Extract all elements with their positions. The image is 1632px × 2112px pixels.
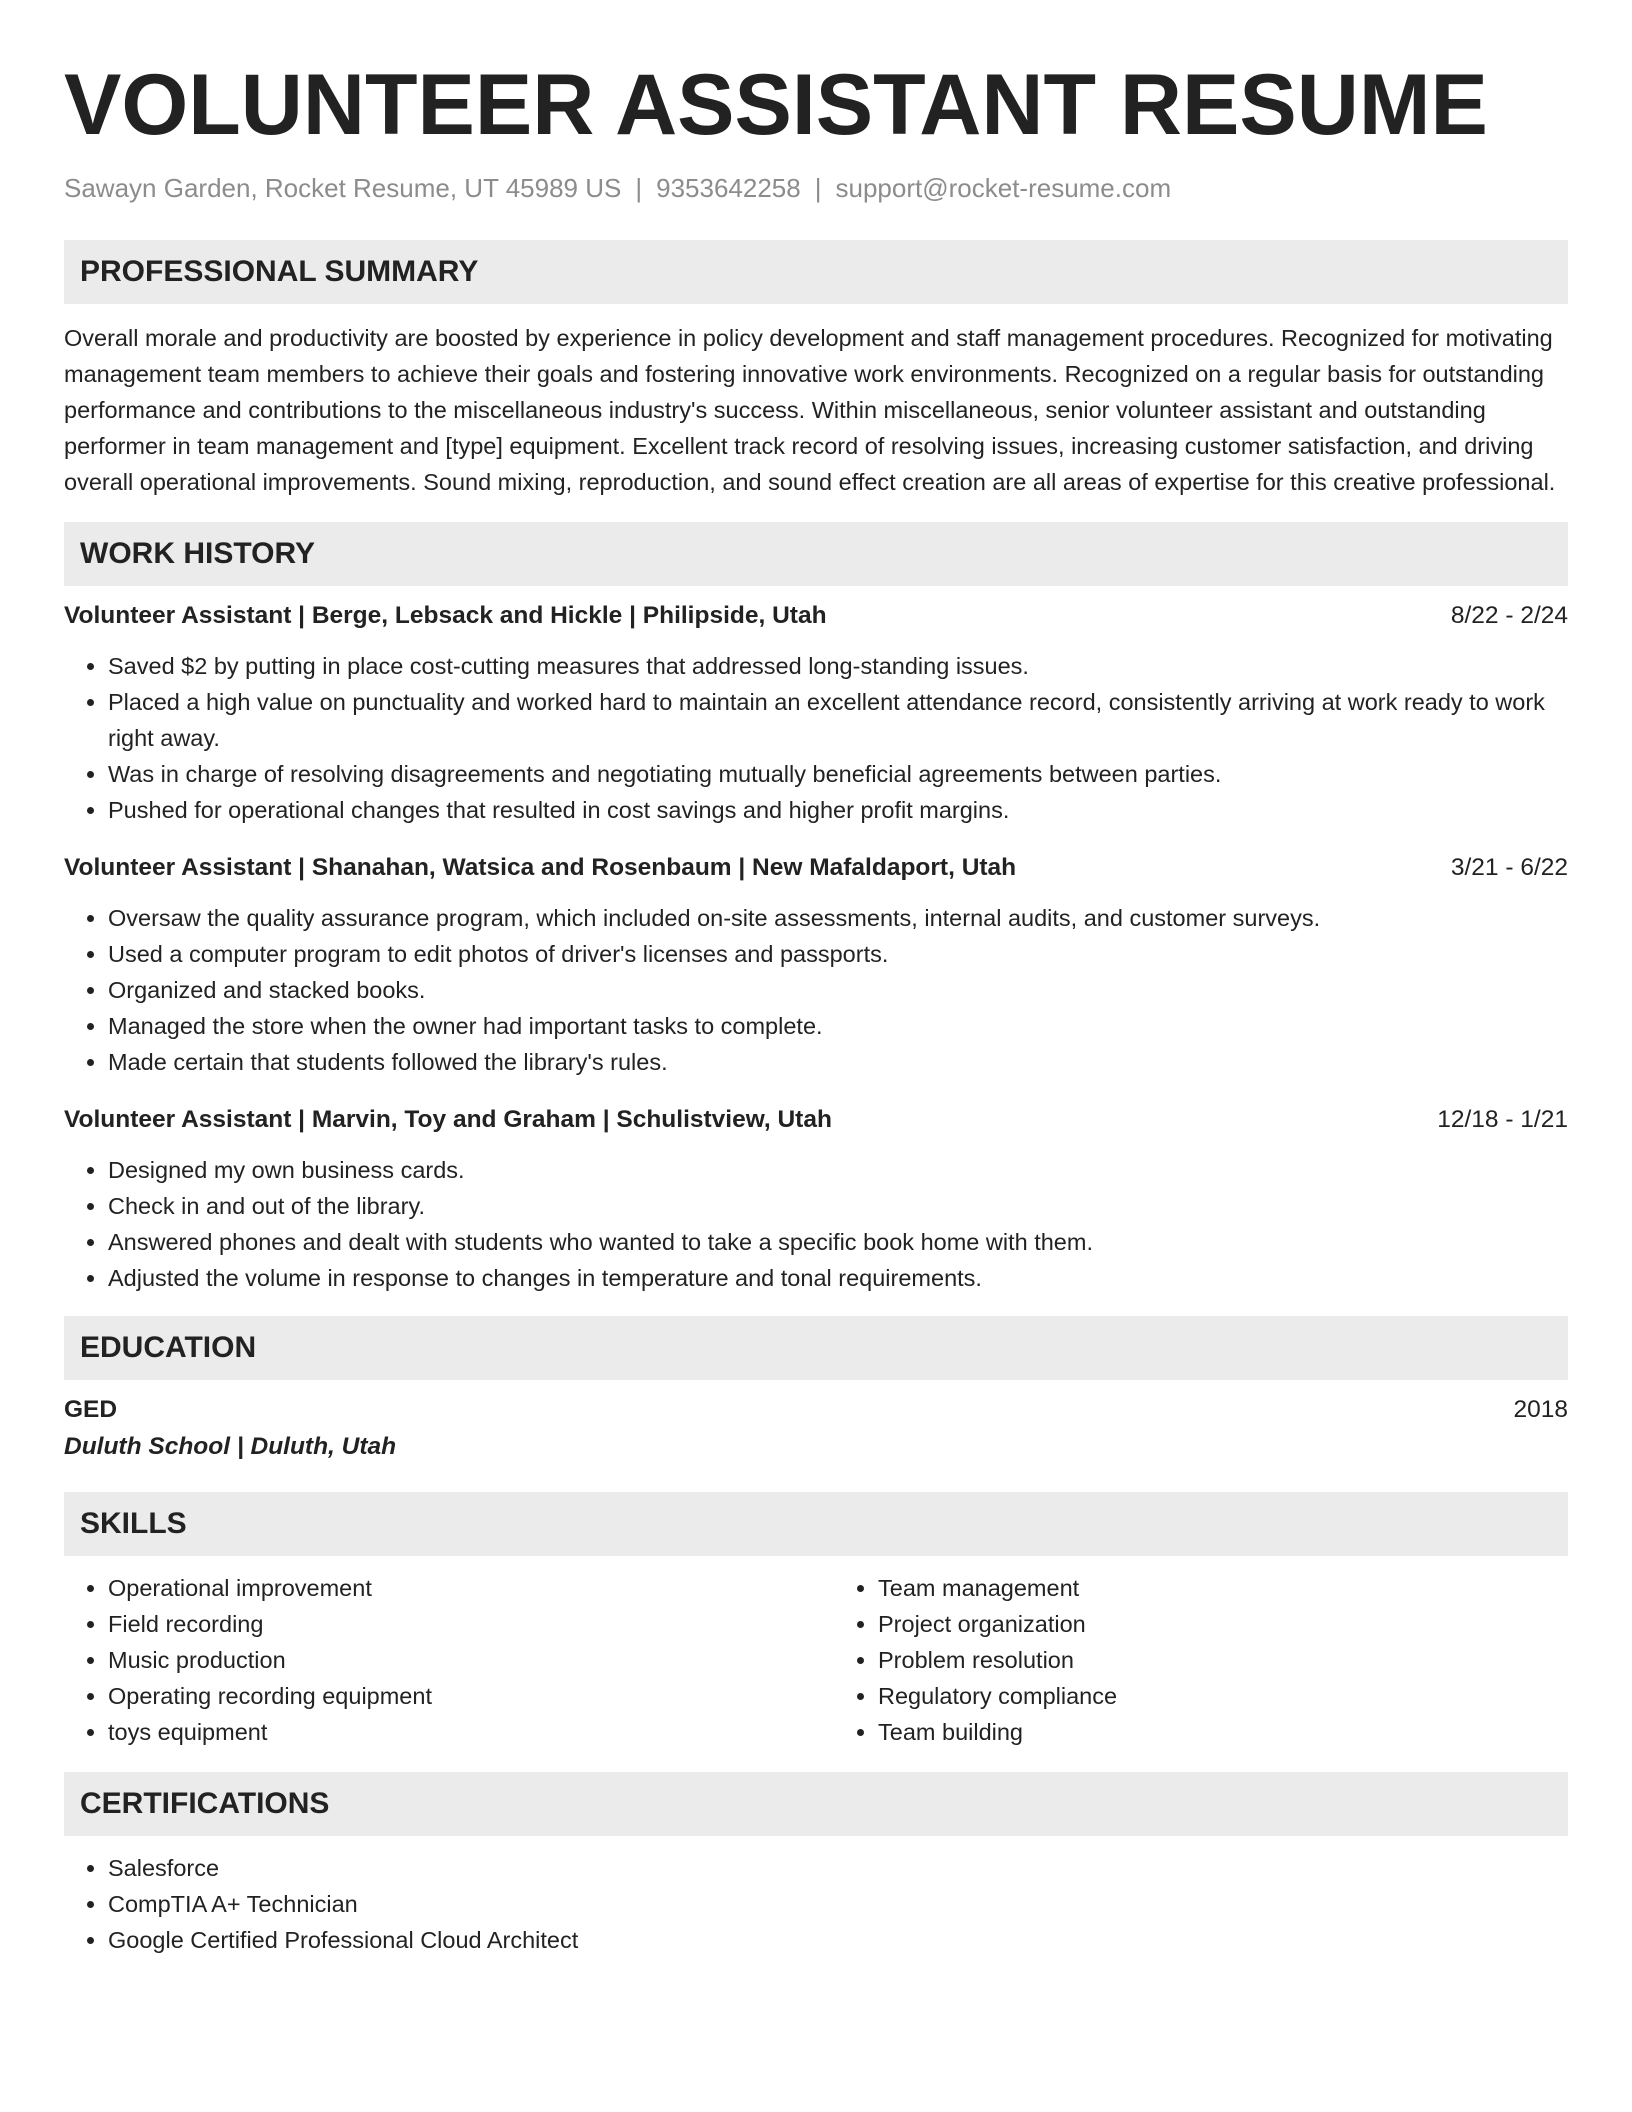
skill-item: • toys equipment <box>108 1714 816 1750</box>
contact-line <box>64 170 1568 206</box>
section-header-education: EDUCATION <box>64 1316 1568 1380</box>
skill-item: • Music production <box>108 1642 816 1678</box>
skill-item: • Field recording <box>108 1606 816 1642</box>
certification-item: • Google Certified Professional Cloud Architect <box>108 1922 1568 1958</box>
list-item: • Managed the store when the owner had important tasks to complete. <box>108 1008 1568 1044</box>
skill-item: • Project organization <box>878 1606 1568 1642</box>
contact-email: support@rocket-resume.com <box>835 173 1172 203</box>
certification-item: • Salesforce <box>108 1850 1568 1886</box>
summary-text: Overall morale and productivity are boosted by experience in policy development and staff management procedures. Recognized for motivating management team members to achieve their goals and fostering innovative work environments. Recognized on a regular basis for outstanding performance and contributions to the miscellaneous industry's success. Within miscellaneous, senior volunteer assistant and outstanding performer in team management and [type] equipment. Excellent track record of resolving issues, increasing customer satisfaction, and driving overall operational improvements. Sound mixing, reproduction, and sound effect creation are all areas of expertise for this creative professional. <box>64 325 1556 495</box>
job-dates: 12/18 - 1/21 <box>1437 1106 1568 1133</box>
list-item: • Answered phones and dealt with students who wanted to take a specific book home with them. <box>108 1224 1568 1260</box>
skills-list-left <box>64 1570 816 1750</box>
job-dates: 8/22 - 2/24 <box>1450 602 1568 629</box>
contact-phone: 9353642258 <box>656 173 801 203</box>
education-degree: GED <box>64 1396 118 1423</box>
contact-separator: | <box>814 173 822 203</box>
section-header-summary: PROFESSIONAL SUMMARY <box>64 240 1568 304</box>
list-item: • Check in and out of the library. <box>108 1188 1568 1224</box>
job-entry <box>64 1102 1568 1296</box>
job-title: Volunteer Assistant | Berge, Lebsack and Hickle | Philipside, Utah <box>64 602 827 629</box>
list-item: • Oversaw the quality assurance program, which included on-site assessments, internal audits, and customer surveys. <box>108 900 1568 936</box>
skill-item: • Team management <box>878 1570 1568 1606</box>
list-item: • Designed my own business cards. <box>108 1152 1568 1188</box>
contact-separator: | <box>635 173 643 203</box>
skill-item: • Operating recording equipment <box>108 1678 816 1714</box>
section-header-work-history: WORK HISTORY <box>64 522 1568 586</box>
skill-item: • Operational improvement <box>108 1570 816 1606</box>
education-row <box>64 1392 1568 1428</box>
skills-list-right <box>816 1570 1568 1750</box>
list-item: • Pushed for operational changes that resulted in cost savings and higher profit margins. <box>108 792 1568 828</box>
certifications-list <box>64 1850 1568 1958</box>
job-bullets <box>64 1152 1568 1296</box>
skill-item: • Problem resolution <box>878 1642 1568 1678</box>
list-item: • Placed a high value on punctuality and worked hard to maintain an excellent attendance record, consistently arriving at work ready to work right away. <box>108 684 1568 756</box>
job-heading <box>64 1102 1568 1138</box>
job-dates: 3/21 - 6/22 <box>1450 854 1568 881</box>
list-item: • Used a computer program to edit photos of driver's licenses and passports. <box>108 936 1568 972</box>
list-item: • Adjusted the volume in response to changes in temperature and tonal requirements. <box>108 1260 1568 1296</box>
job-entry <box>64 850 1568 1080</box>
job-bullets <box>64 648 1568 828</box>
list-item: • Saved $2 by putting in place cost-cutting measures that addressed long-standing issues. <box>108 648 1568 684</box>
skill-item: • Regulatory compliance <box>878 1678 1568 1714</box>
section-header-skills: SKILLS <box>64 1492 1568 1556</box>
education-school: Duluth School | Duluth, Utah <box>64 1433 397 1460</box>
job-entry <box>64 598 1568 828</box>
job-heading <box>64 850 1568 886</box>
section-header-certifications: CERTIFICATIONS <box>64 1772 1568 1836</box>
resume-title: VOLUNTEER ASSISTANT RESUME <box>64 57 1488 153</box>
list-item: • Organized and stacked books. <box>108 972 1568 1008</box>
certification-item: • CompTIA A+ Technician <box>108 1886 1568 1922</box>
list-item: • Was in charge of resolving disagreements and negotiating mutually beneficial agreements between parties. <box>108 756 1568 792</box>
list-item: • Made certain that students followed the library's rules. <box>108 1044 1568 1080</box>
job-bullets <box>64 900 1568 1080</box>
job-title: Volunteer Assistant | Marvin, Toy and Graham | Schulistview, Utah <box>64 1106 832 1133</box>
contact-address: Sawayn Garden, Rocket Resume, UT 45989 US <box>64 173 622 203</box>
skills-grid <box>64 1556 1568 1750</box>
job-title: Volunteer Assistant | Shanahan, Watsica and Rosenbaum | New Mafaldaport, Utah <box>64 854 1017 881</box>
job-heading <box>64 598 1568 634</box>
skill-item: • Team building <box>878 1714 1568 1750</box>
education-year: 2018 <box>1513 1396 1568 1423</box>
